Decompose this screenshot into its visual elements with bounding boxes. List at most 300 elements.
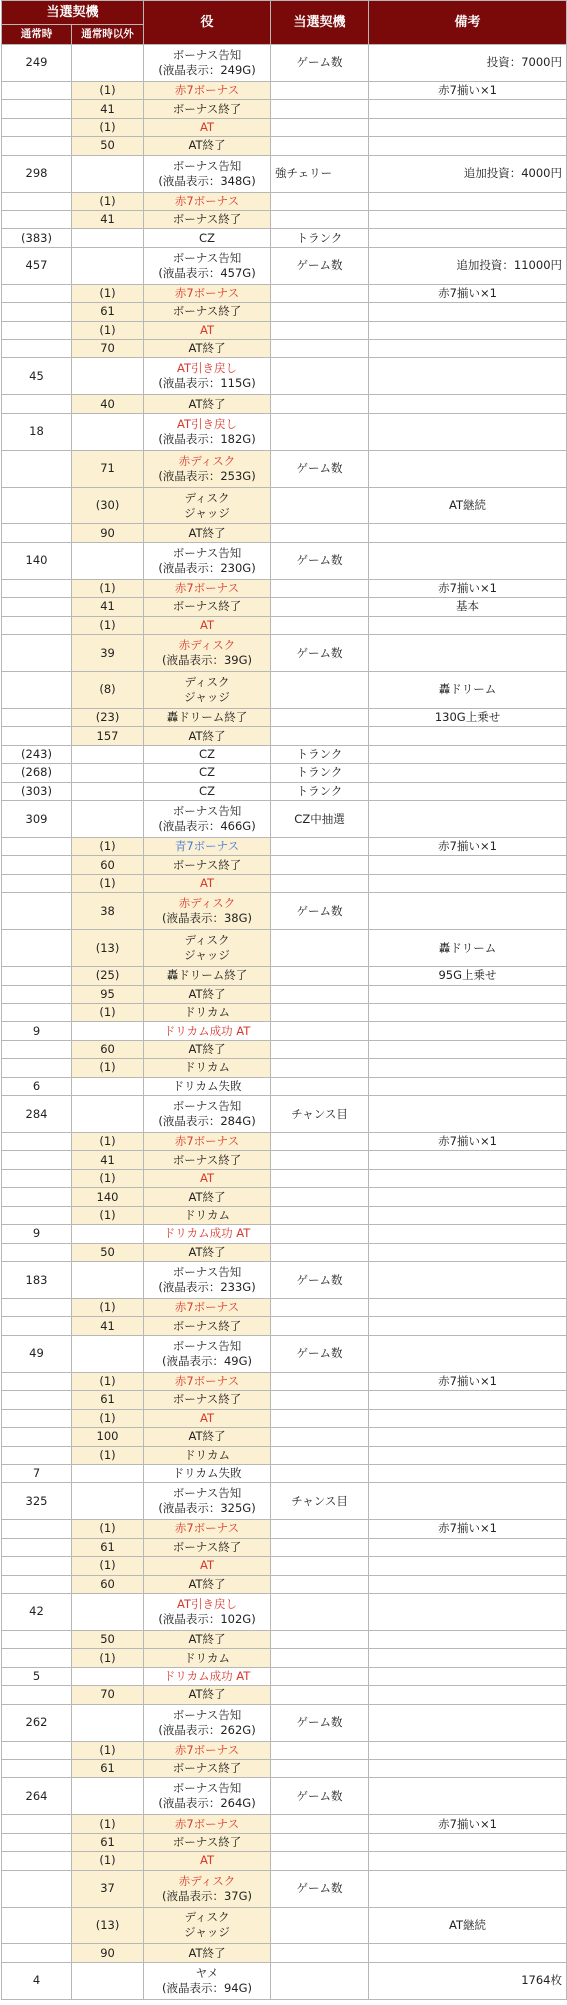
role-line: AT: [200, 322, 215, 337]
role-line: ディスク: [184, 933, 230, 948]
cell-trigger: ゲーム数: [271, 1778, 369, 1815]
cell-trigger: [271, 100, 369, 118]
cell-normal: [2, 1944, 72, 1962]
cell-other: 39: [72, 635, 144, 672]
role-line: ボーナス告知: [172, 47, 242, 62]
table-row: [2, 1944, 567, 1962]
cell-role: [144, 1944, 271, 1962]
cell-trigger: [271, 1759, 369, 1777]
table-row: [2, 1335, 567, 1372]
table-row: [2, 1704, 567, 1741]
cell-other: 41: [72, 1317, 144, 1335]
table-row: [2, 1243, 567, 1261]
cell-note: [369, 1409, 567, 1427]
cell-normal: [2, 1372, 72, 1390]
cell-other: (1): [72, 1059, 144, 1077]
cell-trigger: [271, 1962, 369, 1999]
cell-trigger: [271, 1520, 369, 1538]
cell-role: [144, 1907, 271, 1944]
table-body: [2, 45, 567, 2000]
cell-other: [72, 413, 144, 450]
table-row: [2, 1391, 567, 1409]
cell-trigger: CZ中抽選: [271, 801, 369, 838]
cell-role: [144, 1317, 271, 1335]
table-row: [2, 1778, 567, 1815]
cell-normal: [2, 1040, 72, 1058]
cell-normal: [2, 874, 72, 892]
cell-note: [369, 764, 567, 782]
cell-trigger: [271, 985, 369, 1003]
role-line: AT: [200, 119, 215, 134]
cell-trigger: [271, 1557, 369, 1575]
cell-normal: [2, 672, 72, 709]
cell-normal: [2, 1391, 72, 1409]
cell-normal: [2, 303, 72, 321]
cell-other: (1): [72, 874, 144, 892]
cell-role: [144, 1225, 271, 1243]
cell-other: 60: [72, 1040, 144, 1058]
cell-other: 60: [72, 1575, 144, 1593]
role-line: AT終了: [188, 1042, 226, 1057]
cell-role: [144, 45, 271, 82]
cell-normal: 42: [2, 1594, 72, 1631]
cell-role: [144, 856, 271, 874]
role-line: ドリカム失敗: [172, 1466, 242, 1481]
cell-normal: 9: [2, 1225, 72, 1243]
cell-note: 赤7揃い×1: [369, 1372, 567, 1390]
cell-other: (1): [72, 1446, 144, 1464]
cell-normal: [2, 1151, 72, 1169]
cell-role: [144, 358, 271, 395]
cell-normal: 5: [2, 1667, 72, 1685]
cell-note: [369, 745, 567, 763]
table-row: [2, 155, 567, 192]
table-row: [2, 727, 567, 745]
cell-note: AT継続: [369, 1907, 567, 1944]
cell-normal: [2, 137, 72, 155]
role-line: (液晶表示：102G): [158, 1611, 256, 1626]
table-row: [2, 985, 567, 1003]
cell-normal: (243): [2, 745, 72, 763]
cell-trigger: [271, 321, 369, 339]
table-row: [2, 745, 567, 763]
role-line: (液晶表示：264G): [158, 1796, 256, 1811]
role-line: AT: [200, 1853, 215, 1868]
cell-role: [144, 413, 271, 450]
table-row: [2, 542, 567, 579]
cell-normal: [2, 487, 72, 524]
cell-other: 61: [72, 303, 144, 321]
cell-role: [144, 1833, 271, 1851]
cell-other: 50: [72, 137, 144, 155]
cell-other: (1): [72, 1133, 144, 1151]
cell-trigger: [271, 1317, 369, 1335]
cell-trigger: [271, 118, 369, 136]
role-line: AT終了: [188, 138, 226, 153]
table-row: [2, 192, 567, 210]
cell-role: [144, 100, 271, 118]
cell-other: (1): [72, 1815, 144, 1833]
cell-trigger: [271, 192, 369, 210]
cell-role: [144, 1759, 271, 1777]
cell-trigger: [271, 1464, 369, 1482]
table-row: [2, 303, 567, 321]
role-line: ボーナス告知: [172, 1265, 242, 1280]
cell-trigger: [271, 930, 369, 967]
table-row: [2, 247, 567, 284]
cell-role: [144, 1649, 271, 1667]
role-line: ボーナス終了: [172, 304, 242, 319]
cell-normal: [2, 81, 72, 99]
role-line: ボーナス告知: [172, 804, 242, 819]
cell-other: 140: [72, 1188, 144, 1206]
cell-other: (1): [72, 1409, 144, 1427]
cell-note: [369, 321, 567, 339]
table-row: [2, 930, 567, 967]
cell-note: [369, 1759, 567, 1777]
table-row: [2, 579, 567, 597]
cell-other: (1): [72, 579, 144, 597]
table-row: [2, 1077, 567, 1095]
cell-role: [144, 487, 271, 524]
cell-role: [144, 745, 271, 763]
role-line: (液晶表示：253G): [158, 468, 256, 483]
cell-note: [369, 1428, 567, 1446]
table-row: [2, 967, 567, 985]
table-row: [2, 1151, 567, 1169]
cell-note: [369, 524, 567, 542]
role-line: 赤7ボーナス: [174, 193, 240, 208]
table-row: [2, 1520, 567, 1538]
cell-other: (1): [72, 192, 144, 210]
cell-note: [369, 137, 567, 155]
role-line: AT終了: [188, 396, 226, 411]
table-row: [2, 1188, 567, 1206]
cell-role: [144, 1243, 271, 1261]
cell-normal: [2, 598, 72, 616]
cell-note: [369, 616, 567, 634]
cell-trigger: トランク: [271, 229, 369, 247]
role-line: AT終了: [188, 728, 226, 743]
cell-other: 61: [72, 1759, 144, 1777]
cell-normal: [2, 395, 72, 413]
role-line: AT終了: [188, 341, 226, 356]
role-line: (液晶表示：262G): [158, 1722, 256, 1737]
cell-trigger: 強チェリー: [271, 155, 369, 192]
role-line: (液晶表示：38G): [162, 911, 253, 926]
cell-trigger: [271, 395, 369, 413]
cell-trigger: [271, 137, 369, 155]
cell-trigger: [271, 1944, 369, 1962]
cell-normal: 4: [2, 1962, 72, 1999]
role-line: AT引き戻し: [177, 361, 238, 376]
table-row: [2, 1575, 567, 1593]
role-line: AT終了: [188, 1687, 226, 1702]
role-line: (液晶表示：37G): [162, 1888, 253, 1903]
cell-note: [369, 1852, 567, 1870]
cell-normal: [2, 1169, 72, 1187]
cell-note: [369, 1096, 567, 1133]
cell-other: [72, 1704, 144, 1741]
cell-normal: [2, 1557, 72, 1575]
table-row: [2, 598, 567, 616]
role-line: AT終了: [188, 1945, 226, 1960]
table-row: [2, 1649, 567, 1667]
cell-other: [72, 247, 144, 284]
cell-normal: [2, 192, 72, 210]
cell-normal: (268): [2, 764, 72, 782]
table-row: [2, 1059, 567, 1077]
role-line: ディスク: [184, 674, 230, 689]
cell-normal: [2, 1833, 72, 1851]
role-line: (液晶表示：49G): [162, 1353, 253, 1368]
cell-normal: 249: [2, 45, 72, 82]
cell-other: [72, 542, 144, 579]
role-line: ジャッジ: [184, 948, 230, 963]
cell-trigger: ゲーム数: [271, 450, 369, 487]
role-line: 青7ボーナス: [174, 839, 240, 854]
table-row: [2, 1225, 567, 1243]
role-line: AT: [200, 1171, 215, 1186]
cell-trigger: [271, 1815, 369, 1833]
cell-trigger: [271, 1428, 369, 1446]
cell-normal: [2, 856, 72, 874]
play-record-table: [1, 0, 567, 2000]
cell-note: 1764枚: [369, 1962, 567, 1999]
table-row: [2, 1317, 567, 1335]
table-row: [2, 45, 567, 82]
table-row: [2, 1464, 567, 1482]
table-row: [2, 1759, 567, 1777]
table-row: [2, 358, 567, 395]
role-line: CZ: [199, 783, 215, 798]
role-line: (液晶表示：94G): [162, 1980, 253, 1995]
table-row: [2, 801, 567, 838]
cell-trigger: チャンス目: [271, 1483, 369, 1520]
cell-note: 轟ドリーム: [369, 930, 567, 967]
cell-role: [144, 1151, 271, 1169]
role-line: ボーナス終了: [172, 599, 242, 614]
table-row: [2, 672, 567, 709]
cell-normal: 7: [2, 1464, 72, 1482]
cell-trigger: ゲーム数: [271, 247, 369, 284]
cell-trigger: [271, 1907, 369, 1944]
role-line: ボーナス終了: [172, 1318, 242, 1333]
cell-trigger: [271, 1741, 369, 1759]
cell-other: (23): [72, 708, 144, 726]
cell-trigger: ゲーム数: [271, 1704, 369, 1741]
cell-trigger: [271, 1667, 369, 1685]
cell-trigger: [271, 1169, 369, 1187]
cell-trigger: [271, 1243, 369, 1261]
cell-normal: [2, 893, 72, 930]
cell-normal: [2, 1317, 72, 1335]
cell-trigger: [271, 1022, 369, 1040]
role-line: (液晶表示：325G): [158, 1501, 256, 1516]
cell-normal: [2, 727, 72, 745]
cell-role: [144, 1870, 271, 1907]
cell-other: 50: [72, 1630, 144, 1648]
cell-other: (1): [72, 284, 144, 302]
cell-note: [369, 1262, 567, 1299]
cell-role: [144, 1446, 271, 1464]
cell-normal: 325: [2, 1483, 72, 1520]
cell-role: [144, 210, 271, 228]
cell-trigger: [271, 874, 369, 892]
cell-other: 95: [72, 985, 144, 1003]
cell-normal: [2, 1741, 72, 1759]
cell-role: [144, 764, 271, 782]
cell-note: 赤7揃い×1: [369, 284, 567, 302]
table-row: [2, 524, 567, 542]
role-line: 赤7ボーナス: [174, 581, 240, 596]
role-line: AT: [200, 1558, 215, 1573]
table-row: [2, 1741, 567, 1759]
cell-note: [369, 1298, 567, 1316]
role-line: ボーナス終了: [172, 212, 242, 227]
cell-other: (8): [72, 672, 144, 709]
cell-trigger: [271, 1391, 369, 1409]
cell-trigger: [271, 1040, 369, 1058]
cell-other: [72, 1022, 144, 1040]
cell-normal: [2, 1759, 72, 1777]
cell-role: [144, 635, 271, 672]
cell-other: (1): [72, 1169, 144, 1187]
header-normal: 通常時: [2, 25, 72, 45]
cell-normal: (383): [2, 229, 72, 247]
cell-other: [72, 229, 144, 247]
role-line: ドリカム成功 AT: [163, 1023, 251, 1038]
role-line: ボーナス告知: [172, 1338, 242, 1353]
role-line: 赤7ボーナス: [174, 1300, 240, 1315]
cell-normal: [2, 930, 72, 967]
cell-other: 71: [72, 450, 144, 487]
role-line: 赤7ボーナス: [174, 1816, 240, 1831]
role-line: (液晶表示：182G): [158, 431, 256, 446]
cell-role: [144, 967, 271, 985]
cell-role: [144, 1483, 271, 1520]
cell-trigger: [271, 837, 369, 855]
cell-normal: [2, 1815, 72, 1833]
cell-trigger: [271, 727, 369, 745]
cell-note: [369, 542, 567, 579]
table-row: [2, 1557, 567, 1575]
cell-note: [369, 1022, 567, 1040]
cell-normal: [2, 1630, 72, 1648]
cell-role: [144, 1778, 271, 1815]
cell-role: [144, 1409, 271, 1427]
cell-role: [144, 598, 271, 616]
cell-normal: 298: [2, 155, 72, 192]
role-line: AT終了: [188, 1429, 226, 1444]
cell-note: [369, 413, 567, 450]
cell-normal: [2, 321, 72, 339]
cell-normal: [2, 1409, 72, 1427]
cell-trigger: [271, 1151, 369, 1169]
cell-role: [144, 1852, 271, 1870]
role-line: 赤ディスク: [178, 896, 236, 911]
role-line: AT引き戻し: [177, 416, 238, 431]
cell-trigger: [271, 1594, 369, 1631]
cell-trigger: トランク: [271, 745, 369, 763]
cell-normal: 6: [2, 1077, 72, 1095]
cell-normal: [2, 708, 72, 726]
cell-role: [144, 542, 271, 579]
cell-normal: (303): [2, 782, 72, 800]
cell-other: 90: [72, 1944, 144, 1962]
role-line: (液晶表示：348G): [158, 173, 256, 188]
cell-normal: [2, 1133, 72, 1151]
cell-note: [369, 1667, 567, 1685]
table-row: [2, 1096, 567, 1133]
cell-note: [369, 1151, 567, 1169]
cell-normal: [2, 210, 72, 228]
cell-trigger: [271, 1409, 369, 1427]
role-line: CZ: [199, 747, 215, 761]
cell-note: [369, 192, 567, 210]
cell-role: [144, 1686, 271, 1704]
role-line: 轟ドリーム終了: [166, 968, 248, 983]
cell-note: [369, 1169, 567, 1187]
table-row: [2, 450, 567, 487]
cell-other: 41: [72, 100, 144, 118]
cell-trigger: ゲーム数: [271, 542, 369, 579]
role-line: ボーナス終了: [172, 1152, 242, 1167]
role-line: ドリカム: [184, 1447, 230, 1462]
cell-note: [369, 1225, 567, 1243]
cell-role: [144, 137, 271, 155]
cell-trigger: [271, 1575, 369, 1593]
cell-note: 赤7揃い×1: [369, 837, 567, 855]
cell-other: 100: [72, 1428, 144, 1446]
table-row: [2, 118, 567, 136]
cell-normal: [2, 1649, 72, 1667]
role-line: AT引き戻し: [177, 1596, 238, 1611]
cell-role: [144, 579, 271, 597]
cell-trigger: [271, 1077, 369, 1095]
header-role: 役: [144, 1, 271, 45]
cell-other: (1): [72, 321, 144, 339]
cell-note: 投資：7000円: [369, 45, 567, 82]
role-line: ドリカム成功 AT: [163, 1226, 251, 1241]
cell-note: [369, 1206, 567, 1224]
cell-role: [144, 395, 271, 413]
cell-normal: 140: [2, 542, 72, 579]
cell-note: 基本: [369, 598, 567, 616]
table-row: [2, 81, 567, 99]
cell-other: [72, 1667, 144, 1685]
cell-note: 130G上乗せ: [369, 708, 567, 726]
cell-normal: 45: [2, 358, 72, 395]
role-line: ジャッジ: [184, 689, 230, 704]
cell-other: [72, 801, 144, 838]
cell-other: 37: [72, 1870, 144, 1907]
table-row: [2, 837, 567, 855]
cell-trigger: [271, 1003, 369, 1021]
cell-other: (1): [72, 1557, 144, 1575]
role-line: ディスク: [184, 490, 230, 505]
table-row: [2, 1686, 567, 1704]
cell-trigger: [271, 1225, 369, 1243]
cell-role: [144, 874, 271, 892]
cell-normal: [2, 524, 72, 542]
role-line: ドリカム: [184, 1650, 230, 1665]
cell-note: [369, 1741, 567, 1759]
cell-other: (13): [72, 930, 144, 967]
cell-role: [144, 1133, 271, 1151]
cell-trigger: [271, 1686, 369, 1704]
cell-other: (1): [72, 1852, 144, 1870]
